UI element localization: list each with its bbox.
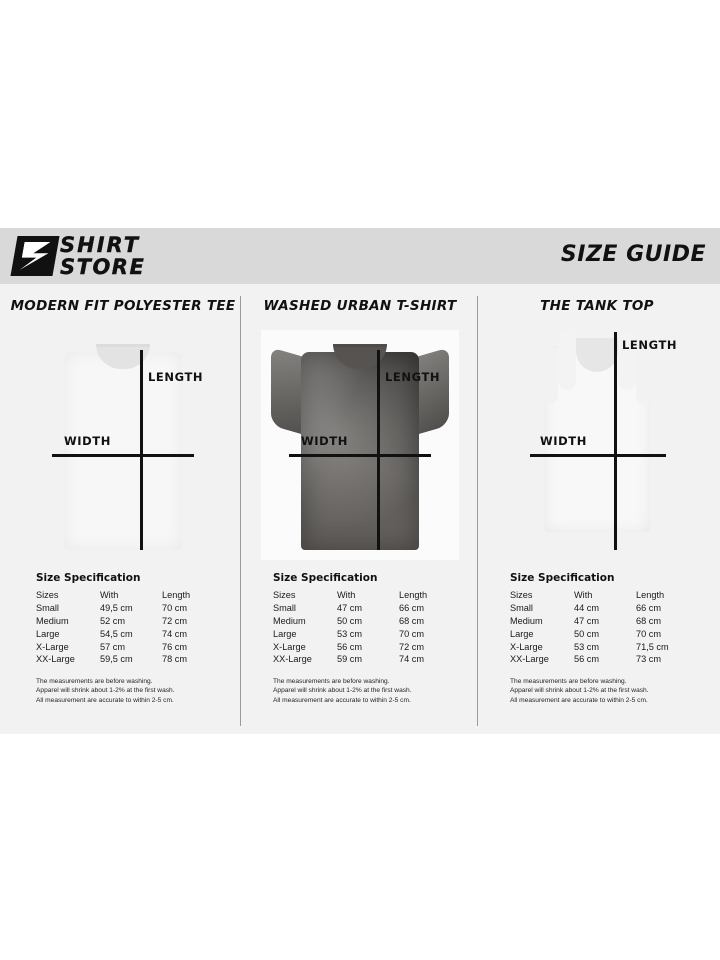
table-row [36,602,218,615]
note-line: All measurement are accurate to within 2-5 cm. [36,696,174,704]
cell-length: 70 cm [636,628,662,639]
cell-size: Small [510,603,533,614]
cell-width: 52 cm [100,615,126,626]
guide-columns [0,284,720,734]
cell-size: XX-Large [36,654,75,665]
guide-header [0,228,720,284]
product-title: THE TANK TOP [540,298,654,314]
cell-length: 66 cm [399,603,425,614]
length-label: LENGTH [148,370,204,384]
length-measure-line [140,350,143,550]
table-row [36,615,218,628]
header-sizes: Sizes [510,590,533,601]
header-sizes: Sizes [36,590,59,601]
measurement-notes [273,677,469,706]
header-width: With [337,590,356,601]
cell-length: 68 cm [399,615,425,626]
cell-size: Small [273,603,296,614]
product-title: WASHED URBAN T-SHIRT [263,298,457,314]
spec-table [36,589,218,666]
cell-width: 50 cm [574,628,600,639]
length-label: LENGTH [385,370,441,384]
cell-length: 70 cm [162,603,188,614]
length-label: LENGTH [622,338,678,352]
cell-size: X-Large [273,641,306,652]
cell-size: X-Large [36,641,69,652]
header-length: Length [399,590,428,601]
cell-length: 72 cm [162,615,188,626]
table-row [510,627,692,640]
spec-title: Size Specification [510,572,615,584]
spec-table [273,589,455,666]
width-measure-line [52,454,194,457]
header-length: Length [162,590,191,601]
brand-line-1: SHIRT [60,233,141,257]
cell-width: 47 cm [337,603,363,614]
table-row [36,653,218,666]
tshirt-shape-icon [271,336,449,551]
cell-width: 57 cm [100,641,126,652]
table-header-row [510,589,692,602]
note-line: All measurement are accurate to within 2-5 cm. [510,696,648,704]
width-label: WIDTH [301,434,348,448]
cell-size: XX-Large [273,654,312,665]
tshirt-shape-icon [34,336,212,551]
garment-illustration-white-tee [6,326,240,566]
spec-table [510,589,692,666]
cell-length: 72 cm [399,641,425,652]
note-line: The measurements are before washing. [36,677,153,685]
note-line: Apparel will shrink about 1-2% at the first wash. [510,687,649,695]
spec-title: Size Specification [273,572,378,584]
table-row [273,602,455,615]
product-column-the-tank-top [480,284,714,734]
cell-width: 56 cm [574,654,600,665]
column-divider [477,296,478,726]
width-measure-line [289,454,431,457]
width-label: WIDTH [540,434,587,448]
product-title: MODERN FIT POLYESTER TEE [10,298,236,314]
page-title: SIZE GUIDE [560,242,706,267]
table-header-row [273,589,455,602]
width-label: WIDTH [64,434,111,448]
cell-width: 59 cm [337,654,363,665]
note-line: Apparel will shrink about 1-2% at the first wash. [273,687,412,695]
length-measure-line [377,350,380,550]
header-width: With [100,590,119,601]
note-line: All measurement are accurate to within 2-5 cm. [273,696,411,704]
brand-logo [14,232,214,280]
table-row [36,627,218,640]
garment-illustration-tank-top [480,326,714,566]
spec-title: Size Specification [36,572,141,584]
cell-size: Small [36,603,59,614]
note-line: The measurements are before washing. [273,677,390,685]
tank-top-shape-icon [536,332,658,532]
cell-size: Large [510,628,534,639]
cell-width: 44 cm [574,603,600,614]
cell-length: 74 cm [399,654,425,665]
cell-length: 76 cm [162,641,188,652]
table-row [273,653,455,666]
cell-length: 78 cm [162,654,188,665]
table-row [510,602,692,615]
measurement-notes [36,677,232,706]
product-column-washed-urban-t-shirt [243,284,477,734]
note-line: Apparel will shrink about 1-2% at the first wash. [36,687,175,695]
cell-size: Large [273,628,297,639]
brand-line-2: STORE [60,255,146,279]
measurement-notes [510,677,706,706]
cell-size: XX-Large [510,654,549,665]
cell-size: Large [36,628,60,639]
cell-width: 53 cm [337,628,363,639]
product-column-modern-fit-polyester-tee [6,284,240,734]
table-row [510,653,692,666]
size-specification-table-2 [273,572,469,705]
garment-illustration-washed-tee [243,326,477,566]
cell-length: 73 cm [636,654,662,665]
header-width: With [574,590,593,601]
table-header-row [36,589,218,602]
cell-length: 66 cm [636,603,662,614]
header-length: Length [636,590,665,601]
cell-width: 53 cm [574,641,600,652]
length-measure-line [614,332,617,550]
column-divider [240,296,241,726]
table-row [36,640,218,653]
cell-width: 47 cm [574,615,600,626]
size-specification-table-3 [510,572,706,705]
cell-width: 49,5 cm [100,603,133,614]
header-sizes: Sizes [273,590,296,601]
cell-size: Medium [36,615,69,626]
cell-length: 70 cm [399,628,425,639]
table-row [273,615,455,628]
cell-length: 68 cm [636,615,662,626]
note-line: The measurements are before washing. [510,677,627,685]
brand-wordmark [60,234,220,280]
cell-length: 74 cm [162,628,188,639]
table-row [273,640,455,653]
table-row [510,615,692,628]
cell-width: 54,5 cm [100,628,133,639]
cell-width: 59,5 cm [100,654,133,665]
width-measure-line [530,454,666,457]
size-specification-table-1 [36,572,232,705]
cell-size: X-Large [510,641,543,652]
table-row [273,627,455,640]
cell-width: 50 cm [337,615,363,626]
cell-size: Medium [273,615,306,626]
size-guide-card [0,228,720,734]
lightning-bolt-logo-icon [10,236,59,276]
cell-size: Medium [510,615,543,626]
table-row [510,640,692,653]
cell-width: 56 cm [337,641,363,652]
cell-length: 71,5 cm [636,641,669,652]
